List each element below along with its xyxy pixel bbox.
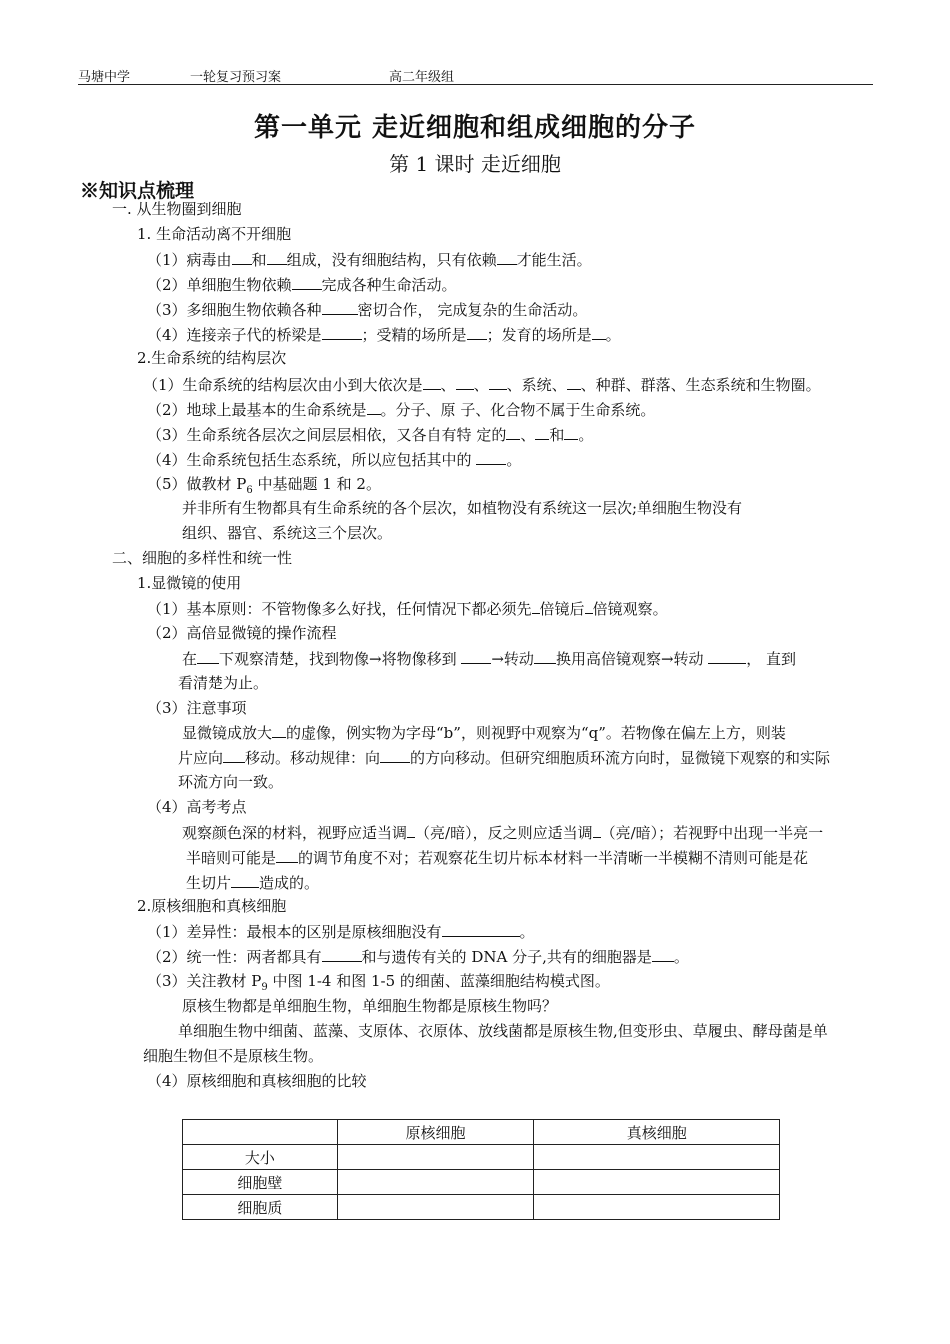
blank (506, 424, 520, 440)
header-grade: 高二年级组 (389, 70, 455, 85)
section-heading: ※知识点梳理 (80, 180, 195, 202)
blank (231, 872, 259, 888)
text-line: 组织、器官、系统这三个层次。 (182, 524, 393, 542)
blank (708, 648, 746, 664)
text-line: （3）生命系统各层次之间层层相依，又各自有特 定的 、 和 。 (147, 426, 594, 444)
text-line: 生切片 造成的。 (186, 874, 320, 892)
heading-2-1: 1.显微镜的使用 (137, 574, 242, 592)
text-line: （3）多细胞生物依赖各种 密切合作， 完成复杂的生命活动。 (147, 301, 588, 319)
blank (267, 249, 287, 265)
comparison-table (182, 1119, 780, 1220)
header-school: 马塘中学 (78, 70, 131, 85)
text-line: （4）生命系统包括生态系统，所以应包括其中的 。 (147, 451, 522, 469)
table-row (183, 1195, 780, 1220)
text-line: 在 下观察清楚，找到物像→将物像移到 →转动 换用高倍镜观察→转动 ， 直到 (182, 650, 797, 668)
text-line: （1）基本原则：不管物像多么好找，任何情况下都必须先 倍镜后 倍镜观察。 (147, 600, 668, 618)
page-header (78, 66, 873, 85)
table-row (183, 1145, 780, 1170)
page-title: 第一单元 走近细胞和组成细胞的分子 (253, 113, 697, 143)
header-doc-type: 一轮复习预习案 (190, 70, 282, 85)
text-line: 细胞生物但不是原核生物。 (143, 1047, 324, 1065)
text-line: 单细胞生物中细菌、蓝藻、支原体、衣原体、放线菌都是原核生物,但变形虫、草履虫、酵母菌是单 (178, 1022, 828, 1040)
text-line: （5）做教材 $P_6$ 中基础题 1 和 2。 (147, 475, 381, 496)
blank (535, 424, 549, 440)
blank (532, 598, 540, 614)
text-line: 并非所有生物都具有生命系统的各个层次，如植物没有系统这一层次;单细胞生物没有 (182, 499, 743, 517)
blank (567, 374, 581, 390)
page-subtitle: 第 1 课时 走近细胞 (389, 152, 561, 176)
text-line: （2）统一性：两者都具有 和与遗传有关的 DNA 分子,共有的细胞器是 。 (147, 948, 689, 966)
text-line: 原核生物都是单细胞生物，单细胞生物都是原核生物吗？ (182, 997, 558, 1015)
blank (197, 648, 219, 664)
blank (564, 424, 578, 440)
blank (585, 598, 593, 614)
text-line: （2）单细胞生物依赖 完成各种生命活动。 (147, 276, 457, 294)
table-row-label: 细胞壁 (183, 1170, 338, 1195)
blank (489, 374, 507, 390)
blank (593, 822, 601, 838)
blank (592, 324, 606, 340)
text-line: （3）注意事项 (147, 699, 247, 717)
blank (292, 274, 322, 290)
blank (456, 374, 474, 390)
text-line: （1）生命系统的结构层次由小到大依次是 、 、 、系统、 、种群、群落、生态系统和生物圈。 (143, 376, 821, 394)
table-header-cell: 原核细胞 (337, 1120, 534, 1145)
table-cell (534, 1170, 780, 1195)
text-line: （4）原核细胞和真核细胞的比较 (147, 1072, 367, 1090)
blank (442, 921, 520, 937)
text-line: （4）高考考点 (147, 798, 247, 816)
blank (367, 399, 381, 415)
table-cell (534, 1195, 780, 1220)
text-line: （2）高倍显微镜的操作流程 (147, 624, 337, 642)
text-line: （1）病毒由 和 组成，没有细胞结构，只有依赖 才能生活。 (147, 251, 592, 269)
text-line: （3）关注教材 $P_9$ 中图 1-4 和图 1-5 的细菌、蓝藻细胞结构模式图。 (147, 972, 610, 993)
text-line: （1）差异性：最根本的区别是原核细胞没有 。 (147, 923, 535, 941)
blank (476, 449, 506, 465)
blank (232, 249, 252, 265)
text-line: 显微镜成放大 的虚像，例实物为字母“b”，则视野中观察为“q”。若物像在偏左上方，则装 (182, 724, 786, 742)
text-line: （2）地球上最基本的生命系统是 。分子、原 子、化合物不属于生命系统。 (147, 401, 656, 419)
blank (322, 946, 362, 962)
table-cell (337, 1170, 534, 1195)
table-row (183, 1170, 780, 1195)
blank (322, 324, 362, 340)
blank (652, 946, 674, 962)
blank (461, 648, 491, 664)
text-line: 观察颜色深的材料，视野应适当调 （亮/暗），反之则应适当调 （亮/暗）；若视野中出现一半亮一 (182, 824, 824, 842)
text-line: 半暗则可能是 的调节角度不对；若观察花生切片标本材料一半清晰一半模糊不清则可能是花 (186, 849, 809, 867)
table-row-label: 细胞质 (183, 1195, 338, 1220)
text-line: 环流方向一致。 (178, 773, 284, 791)
blank (534, 648, 556, 664)
table-row-label: 大小 (183, 1145, 338, 1170)
heading-1-1: 1. 生命活动离不开细胞 (137, 225, 292, 243)
blank (407, 822, 415, 838)
text-line: 看清楚为止。 (178, 674, 269, 692)
blank (272, 722, 286, 738)
table-cell (534, 1145, 780, 1170)
blank (467, 324, 487, 340)
heading-1-2: 2.生命系统的结构层次 (137, 349, 287, 367)
blank (380, 747, 410, 763)
text-line: （4）连接亲子代的桥梁是 ；受精的场所是 ；发育的场所是 。 (147, 326, 621, 344)
text-line: 片应向 移动。移动规律：向 的方向移动。但研究细胞质环流方向时，显微镜下观察的和实际 (178, 749, 831, 767)
table-cell (337, 1195, 534, 1220)
heading-1: 一. 从生物圈到细胞 (112, 200, 242, 218)
table-header-row (183, 1120, 780, 1145)
blank (322, 299, 358, 315)
blank (276, 847, 298, 863)
table-header-cell: 真核细胞 (534, 1120, 780, 1145)
heading-2-2: 2.原核细胞和真核细胞 (137, 897, 287, 915)
blank (423, 374, 441, 390)
blank (497, 249, 517, 265)
table-header-cell (183, 1120, 338, 1145)
table-cell (337, 1145, 534, 1170)
heading-2: 二、细胞的多样性和统一性 (112, 549, 293, 567)
blank (223, 747, 245, 763)
